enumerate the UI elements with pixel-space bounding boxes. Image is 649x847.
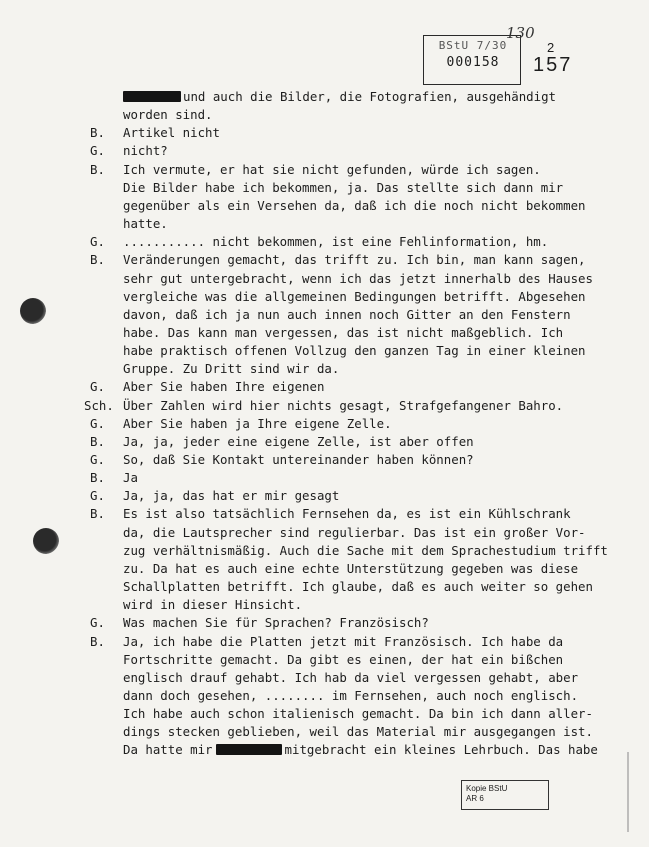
line-text: Ja, ja, das hat er mir gesagt xyxy=(123,488,340,504)
line-content xyxy=(123,342,586,360)
line-text: zu. Da hat es auch eine echte Unterstützung gegeben was diese xyxy=(123,560,579,576)
speaker-label: B. xyxy=(90,633,105,649)
line-content xyxy=(123,106,213,124)
speaker-label: B. xyxy=(90,125,105,141)
line-content xyxy=(123,633,563,651)
speaker-label: G. xyxy=(90,415,105,431)
transcript-line xyxy=(0,142,640,160)
transcript-line xyxy=(0,596,640,614)
transcript-line xyxy=(0,397,640,415)
transcript-line xyxy=(0,487,640,505)
line-content xyxy=(123,306,571,324)
line-text: ........... nicht bekommen, ist eine Fehlinformation, hm. xyxy=(123,234,549,250)
line-content xyxy=(123,669,578,687)
line-text: habe praktisch offenen Vollzug den ganzen Tag in einer kleinen xyxy=(123,343,586,359)
transcript-line xyxy=(0,270,640,288)
transcript-line xyxy=(0,505,640,523)
line-text: Ich habe auch schon italienisch gemacht. Da bin ich dann aller- xyxy=(123,706,593,722)
line-text: Aber Sie haben Ihre eigenen xyxy=(123,379,325,395)
line-content xyxy=(123,233,548,251)
transcript-line xyxy=(0,560,640,578)
copy-stamp-line1: Kopie BStU xyxy=(466,784,508,793)
line-text: Die Bilder habe ich bekommen, ja. Das stellte sich dann mir xyxy=(123,179,564,195)
line-text: wird in dieser Hinsicht. xyxy=(123,597,303,613)
transcript-line xyxy=(0,288,640,306)
handwritten-number: 130 xyxy=(506,24,535,42)
redaction-bar xyxy=(216,744,282,755)
transcript-line xyxy=(0,306,640,324)
line-content xyxy=(123,124,220,142)
line-text: dann doch gesehen, ........ im Fernsehen, auch noch englisch. xyxy=(123,687,579,703)
line-text: Veränderungen gemacht, das trifft zu. Ich bin, man kann sagen, xyxy=(123,252,586,268)
transcript-line xyxy=(0,251,640,269)
speaker-label: B. xyxy=(90,161,105,177)
line-content xyxy=(123,469,138,487)
speaker-label: B. xyxy=(90,506,105,522)
line-content xyxy=(123,741,598,759)
line-content xyxy=(123,614,429,632)
line-text: Ich vermute, er hat sie nicht gefunden, würde ich sagen. xyxy=(123,161,541,177)
transcript-line xyxy=(0,106,640,124)
line-text: Aber Sie haben ja Ihre eigene Zelle. xyxy=(123,415,392,431)
transcript-line xyxy=(0,197,640,215)
line-text: englisch drauf gehabt. Ich hab da viel vergessen gehabt, aber xyxy=(123,669,579,685)
line-content xyxy=(123,215,168,233)
line-text: sehr gut untergebracht, wenn ich das jetzt innerhalb des Hauses xyxy=(123,270,593,286)
line-text: vergleiche was die allgemeinen Bedingungen betrifft. Abgesehen xyxy=(123,288,586,304)
line-text: mitgebracht ein kleines Lehrbuch. Das habe xyxy=(284,742,598,758)
archive-stamp xyxy=(423,35,521,85)
speaker-label: G. xyxy=(90,234,105,250)
transcript-line xyxy=(0,633,640,651)
line-content xyxy=(123,142,168,160)
speaker-label: B. xyxy=(90,470,105,486)
line-text: Es ist also tatsächlich Fernsehen da, es ist ein Kühlschrank xyxy=(123,506,571,522)
transcript-line xyxy=(0,524,640,542)
line-content xyxy=(123,651,563,669)
line-content xyxy=(123,324,563,342)
transcript-line xyxy=(0,723,640,741)
line-text: worden sind. xyxy=(123,107,213,123)
copy-stamp-line2: AR 6 xyxy=(466,794,484,803)
line-content xyxy=(123,705,593,723)
transcript-line xyxy=(0,215,640,233)
speaker-label: G. xyxy=(90,452,105,467)
archive-stamp-number: 000158 xyxy=(446,55,500,70)
speaker-label: B. xyxy=(90,252,105,268)
transcript-line xyxy=(0,324,640,342)
line-content xyxy=(123,487,339,505)
line-content xyxy=(123,251,586,269)
line-content xyxy=(123,433,474,451)
line-content xyxy=(123,596,302,614)
line-content xyxy=(123,542,608,560)
speaker-label: B. xyxy=(90,433,105,449)
speaker-label: G. xyxy=(90,379,105,395)
page-number-large: 157 xyxy=(533,54,573,76)
line-content xyxy=(123,88,556,106)
line-text: Über Zahlen wird hier nichts gesagt, Strafgefangener Bahro. xyxy=(123,397,564,413)
speaker-label: Sch. xyxy=(84,397,114,413)
transcript-line xyxy=(0,433,640,451)
line-content xyxy=(123,197,586,215)
line-content xyxy=(123,179,563,197)
line-text: davon, daß ich ja nun auch innen noch Gitter an den Fenstern xyxy=(123,306,571,322)
transcript-line xyxy=(0,88,640,106)
line-text: habe. Das kann man vergessen, das ist nicht maßgeblich. Ich xyxy=(123,324,564,340)
line-text: Was machen Sie für Sprachen? Französisch? xyxy=(123,615,429,631)
line-text: zug verhältnismäßig. Auch die Sache mit dem Sprachestudium trifft xyxy=(123,542,608,558)
line-content xyxy=(123,560,578,578)
transcript-line xyxy=(0,124,640,142)
line-content xyxy=(123,270,593,288)
line-content xyxy=(123,723,593,741)
redaction-bar xyxy=(123,91,181,102)
line-content xyxy=(123,288,586,306)
line-content xyxy=(123,578,593,596)
line-text-before: Da hatte mir xyxy=(123,742,213,758)
line-text: Ja xyxy=(123,470,138,486)
transcript-line xyxy=(0,578,640,596)
transcript-line xyxy=(0,179,640,197)
line-content xyxy=(123,378,324,396)
transcript-line xyxy=(0,342,640,360)
line-content xyxy=(123,397,563,415)
edge-mark xyxy=(627,752,629,832)
speaker-label: G. xyxy=(90,143,105,159)
line-text: So, daß Sie Kontakt untereinander haben können? xyxy=(123,452,474,467)
speaker-label: G. xyxy=(90,488,105,504)
line-content xyxy=(123,524,586,542)
line-text: nicht? xyxy=(123,143,168,159)
line-content xyxy=(123,161,541,179)
transcript-line xyxy=(0,669,640,687)
line-text: Gruppe. Zu Dritt sind wir da. xyxy=(123,361,340,377)
transcript-line xyxy=(0,705,640,723)
line-content xyxy=(123,360,339,378)
line-text: Artikel nicht xyxy=(123,125,220,141)
transcript-line xyxy=(0,651,640,669)
transcript-line xyxy=(0,741,640,759)
line-text: hatte. xyxy=(123,216,168,232)
transcript-line xyxy=(0,451,640,469)
transcript-line xyxy=(0,360,640,378)
line-content xyxy=(123,505,571,523)
transcript-line xyxy=(0,687,640,705)
speaker-label: G. xyxy=(90,615,105,631)
line-text: Schallplatten betrifft. Ich glaube, daß es auch weiter so gehen xyxy=(123,579,593,595)
transcript-line xyxy=(0,415,640,433)
copy-stamp xyxy=(461,780,549,810)
line-content xyxy=(123,415,392,433)
archive-stamp-label: BStU 7/30 xyxy=(438,39,508,52)
line-text: und auch die Bilder, die Fotografien, ausgehändigt xyxy=(183,89,556,104)
line-text: Ja, ja, jeder eine eigene Zelle, ist aber offen xyxy=(123,433,474,449)
transcript-line xyxy=(0,378,640,396)
line-text: gegenüber als ein Versehen da, daß ich die noch nicht bekommen xyxy=(123,197,586,213)
line-text: da, die Lautsprecher sind regulierbar. Das ist ein großer Vor- xyxy=(123,524,586,540)
transcript-line xyxy=(0,542,640,560)
transcript-line xyxy=(0,614,640,632)
line-text: dings stecken geblieben, weil das Material mir ausgegangen ist. xyxy=(123,724,593,740)
page-number-small: 2 xyxy=(547,40,555,55)
transcript-line xyxy=(0,161,640,179)
line-content xyxy=(123,687,578,705)
line-text: Fortschritte gemacht. Da gibt es einen, der hat ein bißchen xyxy=(123,651,564,667)
line-content xyxy=(123,451,474,469)
line-text: Ja, ich habe die Platten jetzt mit Französisch. Ich habe da xyxy=(123,633,564,649)
transcript-line xyxy=(0,469,640,487)
transcript-line xyxy=(0,233,640,251)
